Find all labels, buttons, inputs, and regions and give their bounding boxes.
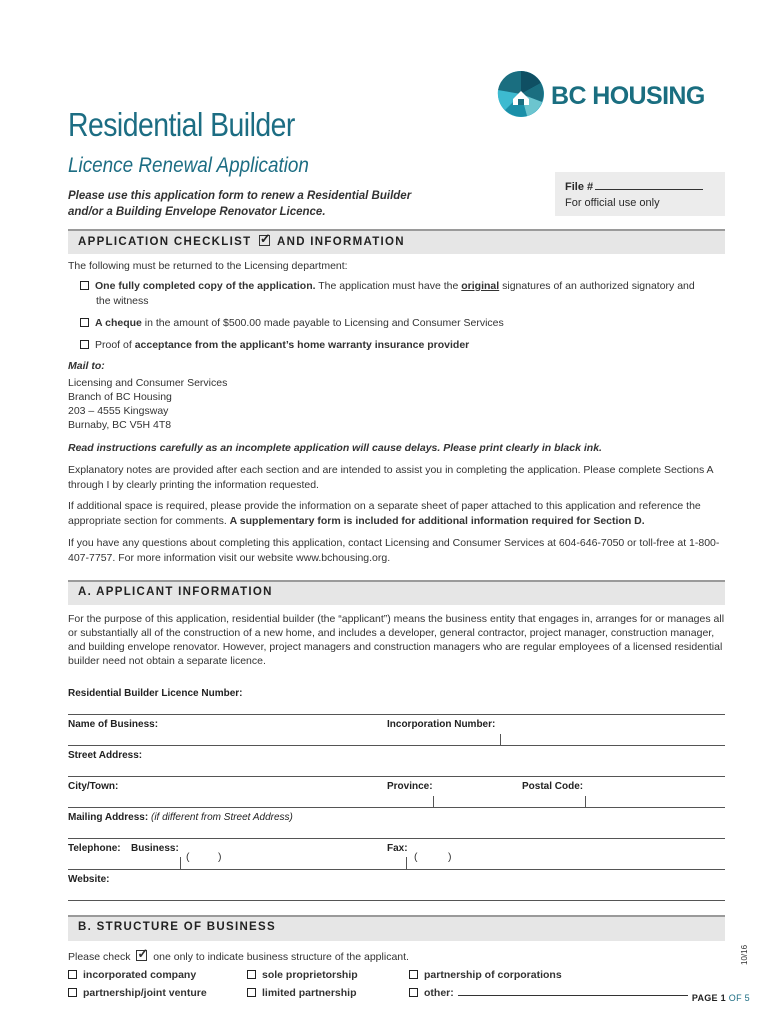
mail-line: Branch of BC Housing (68, 391, 172, 403)
page-subtitle: Licence Renewal Application (68, 154, 309, 177)
item-bold: acceptance from the applicant’s home warranty insurance provider (134, 339, 470, 351)
instructions-warning: Read instructions carefully as an incomplete application will cause delays. Please print clearly in black ink. (68, 442, 602, 454)
checkbox[interactable] (409, 970, 418, 979)
city-field[interactable] (68, 807, 725, 808)
intro-text: Please use this application form to renew a Residential Builder and/or a Building Envelope Renovator Licence. (68, 190, 412, 218)
file-number-box (555, 172, 725, 216)
postal-code-label: Postal Code: (522, 781, 584, 792)
item-text: in the amount of $500.00 made payable to Licensing and Consumer Services (141, 317, 504, 329)
checkbox[interactable] (409, 988, 418, 997)
file-note: For official use only (565, 197, 660, 209)
licence-number-label: Residential Builder Licence Number: (68, 688, 243, 699)
form-version: 10/16 (740, 944, 749, 965)
area-code-open: ( (186, 851, 190, 863)
other-field[interactable] (458, 986, 688, 996)
mail-label: Mail to: (68, 360, 105, 372)
lead-text: Please check (68, 951, 131, 963)
section-a-description: For the purpose of this application, residential builder (the “applicant”) means the business entity that engages in, arranges for or manages all or substantially all of the construction of a new home, and includes a developer, general contractor, project manager, construction manager, and building envelope renovator. However, project managers and construction managers who are regular employees of a licensed residential builder need not obtain a separate licence. (68, 613, 725, 667)
instructions-p1: Explanatory notes are provided after each section and are intended to assist you in completing the application. Please complete Sections A through I by clearly printing the information requested. (68, 464, 713, 491)
option-partnership-of-corporations[interactable] (409, 968, 562, 983)
bc-housing-logo (497, 70, 712, 122)
section-b-lead (68, 950, 409, 965)
option-label: partnership/joint venture (83, 987, 207, 999)
checklist-item-application (80, 279, 725, 309)
street-address-field[interactable] (68, 776, 725, 777)
option-label: incorporated company (83, 969, 197, 981)
business-phone-label: Business: (131, 843, 179, 854)
checkbox-checked-icon (136, 950, 147, 961)
checkbox-checked-icon (259, 235, 270, 246)
city-label: City/Town: (68, 781, 119, 792)
option-partnership-joint-venture[interactable] (68, 986, 207, 1001)
checkbox[interactable] (247, 970, 256, 979)
licence-number-field[interactable] (68, 714, 725, 715)
section-a-header: A. APPLICANT INFORMATION (68, 580, 725, 605)
lead-text-2: one only to indicate business structure of the applicant. (153, 951, 409, 963)
field-divider (180, 857, 181, 869)
checklist-section-header (68, 229, 725, 254)
telephone-label: Telephone: (68, 843, 121, 854)
area-code-close: ) (218, 851, 222, 863)
file-label: File # (565, 181, 594, 193)
mail-line: Burnaby, BC V5H 4T8 (68, 419, 172, 431)
checkbox[interactable] (68, 970, 77, 979)
checkbox[interactable] (68, 988, 77, 997)
mailing-address-note: (if different from Street Address) (150, 812, 293, 823)
checkbox[interactable] (80, 340, 89, 349)
item-bold: A cheque (95, 317, 142, 329)
option-limited-partnership[interactable] (247, 986, 357, 1001)
option-other[interactable] (409, 986, 688, 1001)
option-sole-proprietorship[interactable] (247, 968, 358, 983)
business-name-field[interactable] (68, 745, 725, 746)
checklist-item-warranty (80, 338, 725, 353)
option-label: sole proprietorship (262, 969, 358, 981)
checklist-lead: The following must be returned to the Licensing department: (68, 260, 348, 272)
p2-bold: A supplementary form is included for additional information required for Section D. (229, 515, 645, 527)
item-text: The application must have the (315, 280, 462, 292)
option-label: other: (424, 987, 454, 999)
mailing-address-text: Mailing Address: (68, 812, 149, 823)
page-title: Residential Builder (68, 106, 295, 143)
fax-label: Fax: (387, 843, 408, 854)
item-underline: original (461, 280, 500, 292)
p2-text: If additional space is required, please provide the information on a separate sheet of paper attached to this application and reference the appropriate section for comments. (68, 500, 701, 527)
checkbox[interactable] (80, 281, 89, 290)
business-name-label: Name of Business: (68, 719, 159, 730)
page-current: PAGE 1 (691, 993, 726, 1003)
province-label: Province: (387, 781, 433, 792)
website-field[interactable] (68, 900, 725, 901)
checkbox[interactable] (247, 988, 256, 997)
checklist-header-text-2: AND INFORMATION (276, 236, 405, 248)
fax-area-code-open: ( (414, 851, 418, 863)
file-number-field[interactable] (595, 179, 703, 190)
checklist-header-text: APPLICATION CHECKLIST (78, 236, 252, 248)
item-bold: One fully completed copy of the application. (95, 280, 316, 292)
mail-line: 203 – 4555 Kingsway (68, 405, 169, 417)
website-label: Website: (68, 874, 110, 885)
section-b-header: B. STRUCTURE OF BUSINESS (68, 915, 725, 941)
telephone-field[interactable] (68, 869, 725, 870)
checkbox[interactable] (80, 318, 89, 327)
instructions-p2 (68, 499, 728, 529)
mail-to-block (68, 359, 227, 432)
option-label: partnership of corporations (424, 969, 562, 981)
logo-text: BC HOUSING (551, 82, 705, 110)
page-number (692, 993, 750, 1003)
mailing-address-label (68, 812, 293, 823)
instructions-p3: If you have any questions about completing this application, contact Licensing and Consumer Services at 604-646-7050 or toll-free at 1-800-407-7757. For more information visit our website www.bchousing.org. (68, 537, 720, 564)
bc-housing-logo-icon (497, 70, 545, 118)
checklist-item-cheque (80, 316, 725, 331)
item-text-line2: the witness (96, 295, 149, 307)
fax-area-code-close: ) (448, 851, 452, 863)
item-text-2: signatures of an authorized signatory and (499, 280, 695, 292)
option-incorporated-company[interactable] (68, 968, 196, 983)
option-label: limited partnership (262, 987, 357, 999)
street-address-label: Street Address: (68, 750, 143, 761)
item-text: Proof of (95, 339, 135, 351)
incorporation-number-label: Incorporation Number: (387, 719, 496, 730)
mailing-address-field[interactable] (68, 838, 725, 839)
field-divider (406, 857, 407, 869)
page-total: OF 5 (728, 993, 750, 1003)
mail-line: Licensing and Consumer Services (68, 377, 228, 389)
